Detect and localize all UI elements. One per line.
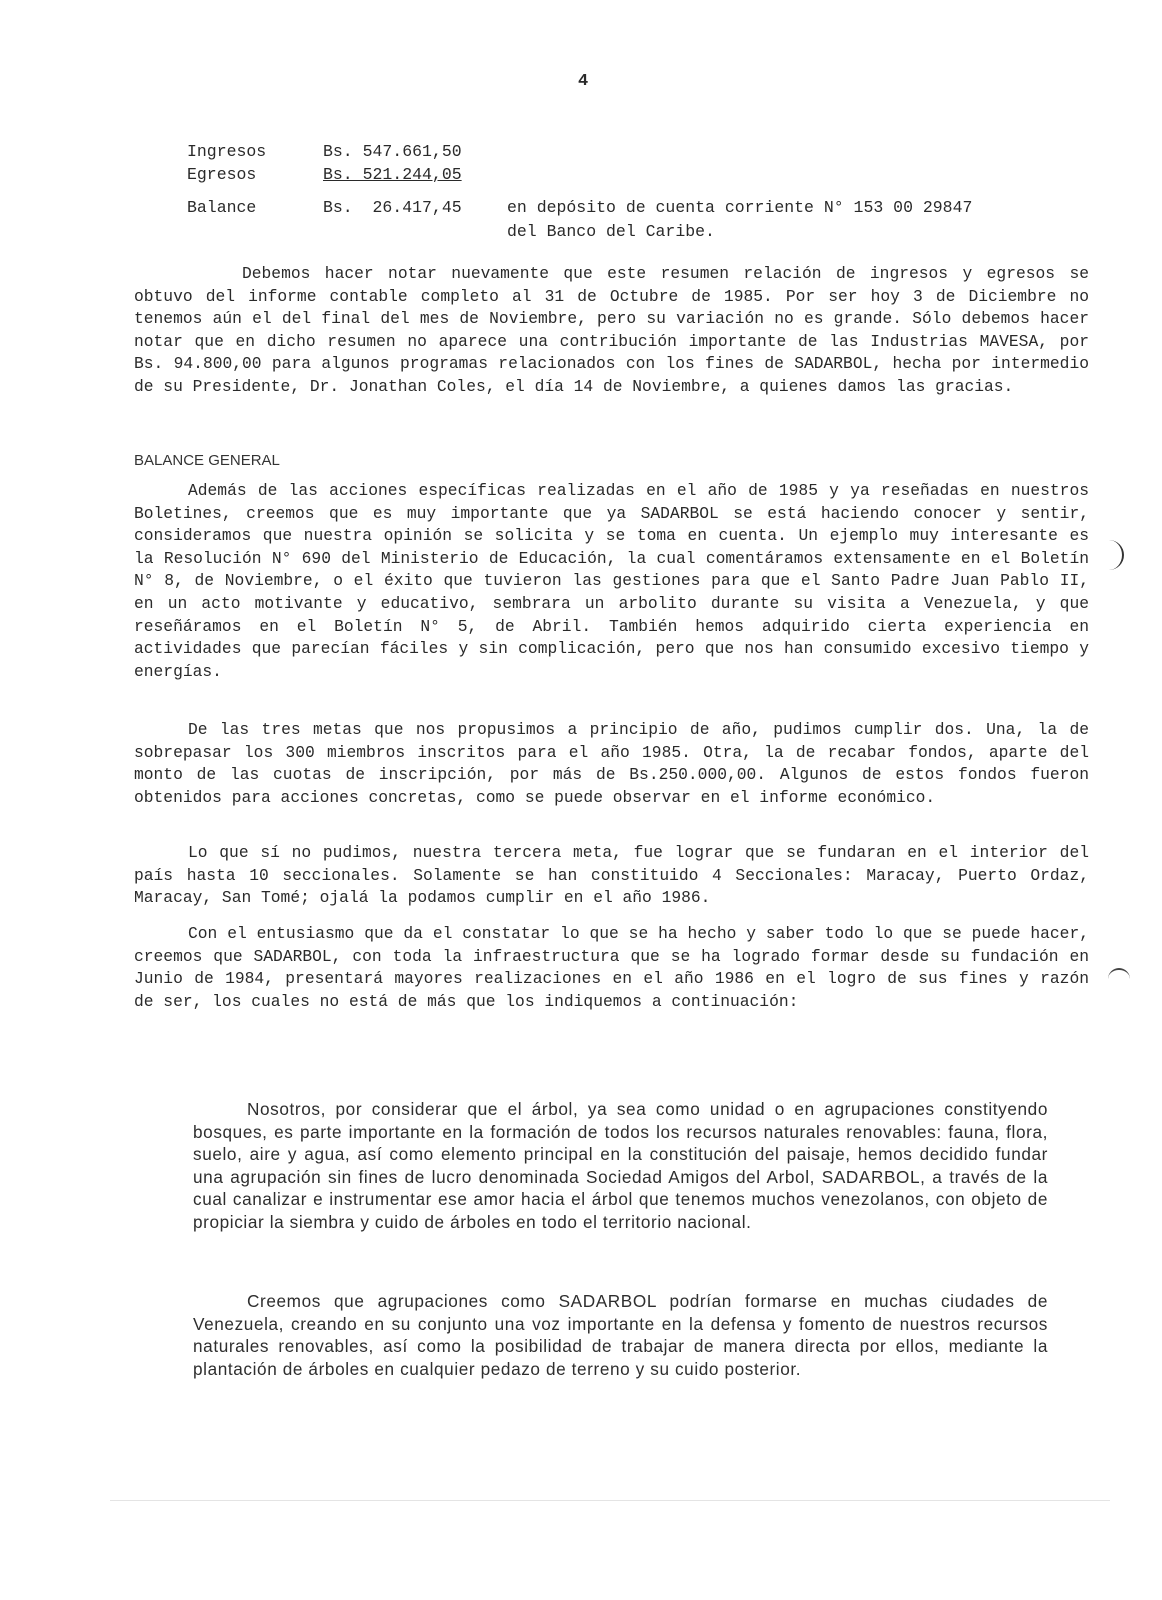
- balance-amount: Bs. 26.417,45: [323, 198, 462, 217]
- quote-paragraph-founding: Nosotros, por considerar que el árbol, ya sea como unidad o en agrupaciones constityendo bosques, es parte importante en la formación de todos los recursos naturales renovables: fauna, flora, suelo, aire y agua, así como elemento principal en la constitución del paisaje, hemos decidido fundar una agrupación sin fines de lucro denominada Sociedad Amigos del Arbol, SADARBOL, a través de la cual canalizar e instrumentar ese amor hacia el árbol que tenemos muchos venezolanos, con objeto de propiciar la siembra y cuido de árboles en todo el territorio nacional.: [193, 1099, 1048, 1232]
- balance-note: [507, 196, 972, 244]
- egresos-label: Egresos: [187, 165, 257, 184]
- margin-mark-lower: [1108, 968, 1130, 986]
- quote-paragraph-groups: Creemos que agrupaciones como SADARBOL podrían formarse en muchas ciudades de Venezuela, creando en su conjunto una voz importante en la defensa y fomento de nuestros recursos naturales renovables, así como la posibilidad de trabajar de manera directa por ellos, mediante la plantación de árboles en cualquier pedazo de terreno y su cuido posterior.: [193, 1291, 1048, 1379]
- balance-note-line-2: del Banco del Caribe.: [507, 222, 715, 241]
- page-edge-line: [110, 1500, 1110, 1501]
- margin-mark: [1100, 540, 1124, 570]
- ingresos-label: Ingresos: [187, 142, 267, 161]
- egresos-amount: Bs. 521.244,05: [323, 165, 462, 184]
- paragraph-achievements: Además de las acciones específicas realizadas en el año de 1985 y ya reseñadas en nuestros Boletines, creemos que es muy importante que ya SADARBOL se está haciendo conocer y sentir, consideramos que nuestra opinión se solicita y se toma en cuenta. Un ejemplo muy interesante es la Resolución N° 690 del Ministerio de Educación, la cual comentáramos extensamente en el Boletín N° 8, de Noviembre, o el éxito que tuvieron las gestiones para que el Santo Padre Juan Pablo II, en un acto motivante y educativo, sembrara un arbolito durante su visita a Venezuela, y que reseñáramos en el Boletín N° 5, de Abril. También hemos adquirido cierta experiencia en actividades que parecían fáciles y sin complicación, pero que nos han consumido excesivo tiempo y energías.: [134, 481, 1089, 681]
- balance-note-line-1: en depósito de cuenta corriente N° 153 00 29847: [507, 198, 973, 217]
- balance-label: Balance: [187, 198, 257, 217]
- ingresos-amount: Bs. 547.661,50: [323, 142, 462, 161]
- page-number: 4: [578, 72, 589, 91]
- paragraph-third-goal: Lo que sí no pudimos, nuestra tercera meta, fue lograr que se fundaran en el interior del país hasta 10 seccionales. Solamente se han constituido 4 Seccionales: Maracay, Puerto Ordaz, Maracay, San Tomé; ojalá la podamos cumplir en el año 1986.: [134, 843, 1089, 908]
- section-heading: BALANCE GENERAL: [134, 452, 280, 469]
- paragraph-goals: De las tres metas que nos propusimos a principio de año, pudimos cumplir dos. Una, la de sobrepasar los 300 miembros inscritos para el año 1985. Otra, la de recabar fondos, aparte del monto de las cuotas de inscripción, por más de Bs.250.000,00. Algunos de estos fondos fueron obtenidos para acciones concretas, como se puede observar en el informe económico.: [134, 720, 1089, 807]
- paragraph-outlook: Con el entusiasmo que da el constatar lo que se ha hecho y saber todo lo que se puede hacer, creemos que SADARBOL, con toda la infraestructura que se ha logrado formar desde su fundación en Junio de 1984, presentará mayores realizaciones en el año 1986 en el logro de sus fines y razón de ser, los cuales no está de más que los indiquemos a continuación:: [134, 924, 1089, 1011]
- paragraph-financial-note: Debemos hacer notar nuevamente que este resumen relación de ingresos y egresos se obtuvo del informe contable completo al 31 de Octubre de 1985. Por ser hoy 3 de Diciembre no tenemos aún el del final del mes de Noviembre, pero su variación no es grande. Sólo debemos hacer notar que en dicho resumen no aparece una contribución importante de las Industrias MAVESA, por Bs. 94.800,00 para algunos programas relacionados con los fines de SADARBOL, hecha por intermedio de su Presidente, Dr. Jonathan Coles, el día 14 de Noviembre, a quienes damos las gracias.: [134, 264, 1089, 396]
